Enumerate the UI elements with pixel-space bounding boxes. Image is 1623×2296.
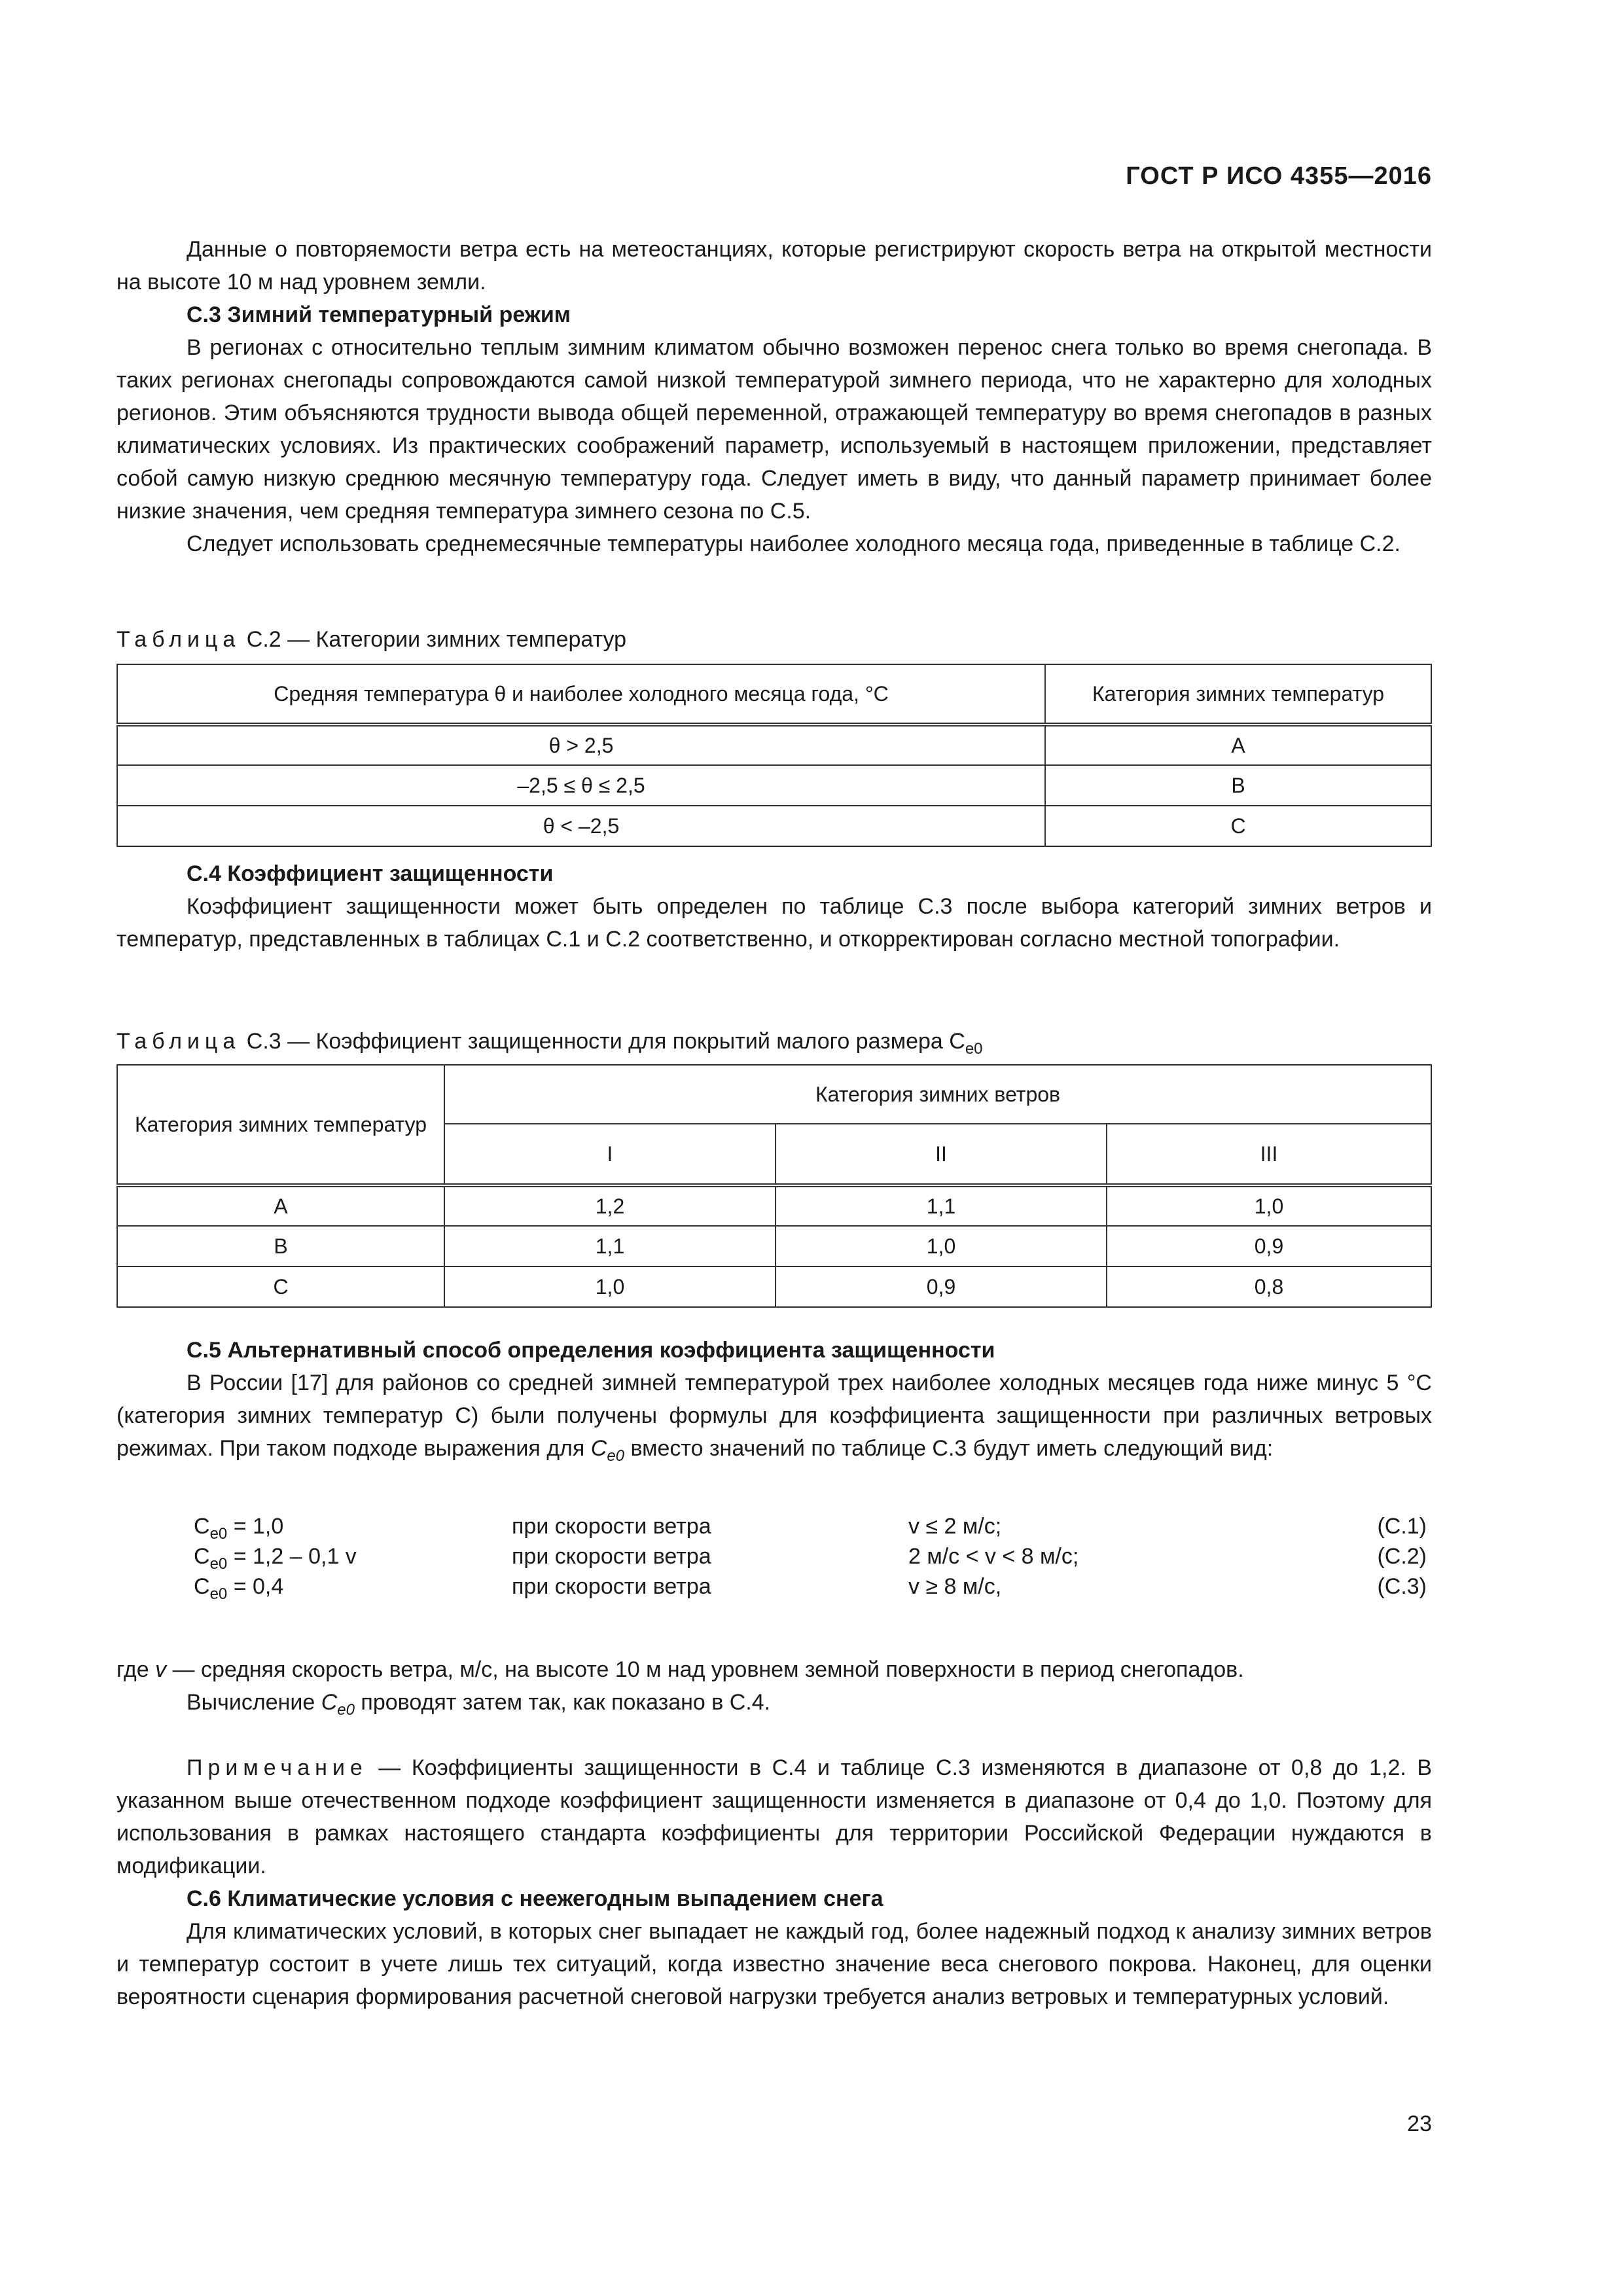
section-c6-heading: С.6 Климатические условия с неежегодным выпадением снега [187,1886,883,1911]
symbol-c: C [194,1514,210,1539]
note-label: Примечание [187,1755,368,1780]
document-code-header: ГОСТ Р ИСО 4355—2016 [1126,162,1432,190]
symbol-c: C [194,1574,210,1599]
section-c4-heading: С.4 Коэффициент защищенности [187,861,554,886]
table-c3-caption-subscript: e0 [965,1040,983,1058]
table-c3-cell: 1,1 [444,1226,776,1266]
section-c3 [116,298,1432,560]
table-c3-cell: 0,9 [776,1266,1107,1307]
table-c2-caption [116,623,1432,656]
table-c3-cell: C [117,1266,444,1307]
table-row [117,1266,1431,1307]
note-section [116,1751,1432,1882]
table-c2-cell: B [1045,765,1431,806]
section-c5-paragraph-part-2: вместо значений по таблице С.3 будут иметь следующий вид: [624,1436,1274,1461]
table-c3-header-wind-ii: II [776,1124,1107,1185]
table-c3 [116,1064,1432,1308]
section-c5-paragraph-part-1: В России [17] для районов со средней зимней температурой трех наиболее холодных месяцев года ниже минус 5 °С (категория зимних температур С) были получены формулы для коэффициента защищенности при различных ветровых режимах. При таком подходе выражения для [116,1371,1432,1461]
table-c3-caption-text: С.3 — Коэффициент защищенности для покрытий малого размера C [240,1029,965,1054]
table-c2-caption-text: С.2 — Категории зимних температур [240,627,627,652]
symbol-c: C [321,1690,338,1715]
formula-c1-expression: = 1,0 [233,1514,284,1539]
intro-paragraph: Данные о повторяемости ветра есть на метеостанциях, которые регистрируют скорость ветра на открытой местности на высоте 10 м над уровнем земли. [116,237,1432,295]
formula-c2-range: 2 м/с < v < 8 м/с; [908,1544,1079,1569]
table-row [117,725,1431,765]
formula-c1-number: (С.1) [1377,1514,1427,1539]
section-c5-paragraph [116,1367,1432,1473]
calc-prefix: Вычисление [187,1690,321,1715]
note-text: — Коэффициенты защищенности в С.4 и таблице С.3 изменяются в диапазоне от 0,8 до 1,2. В указанном выше отечественном подходе коэффициент защищенности изменяется в диапазоне от 0,4 до 1,0. Поэтому для использования в рамках настоящего стандарта коэффициенты для территории Российской Федерации нуждаются в модификации. [116,1755,1432,1878]
formula-c1-range: v ≤ 2 м/с; [908,1514,1002,1539]
formula-c3-condition: при скорости ветра [512,1574,711,1599]
calc-text: проводят затем так, как показано в С.4. [354,1690,771,1715]
table-c3-cell: 1,1 [776,1185,1107,1226]
section-c6 [116,1882,1432,2013]
table-c2-cell: θ > 2,5 [117,725,1045,765]
table-c2-caption-label: Таблица [116,627,241,652]
formula-c3-number: (С.3) [1377,1574,1427,1599]
intro-section [116,233,1432,298]
symbol-e0: e0 [607,1447,625,1465]
table-c3-cell: 1,0 [444,1266,776,1307]
table-c3-header-wind-i: I [444,1124,776,1185]
formula-c2-condition: при скорости ветра [512,1544,711,1569]
section-c5-where [116,1653,1432,1727]
symbol-e0: e0 [209,1585,228,1603]
table-c3-caption-label: Таблица [116,1029,241,1054]
table-row [117,806,1431,846]
note-paragraph [116,1751,1432,1882]
formula-c2-expression: = 1,2 – 0,1 v [233,1544,357,1569]
section-c5-heading: С.5 Альтернативный способ определения коэффициента защищенности [187,1338,995,1363]
symbol-c: C [194,1544,210,1569]
table-c2-header-category: Категория зимних температур [1045,664,1431,725]
table-c2-cell: C [1045,806,1431,846]
formula-c3-expression: = 0,4 [233,1574,284,1599]
where-text: — средняя скорость ветра, м/с, на высоте 10 м над уровнем земной поверхности в период снегопадов. [166,1657,1244,1682]
table-c3-cell: B [117,1226,444,1266]
table-c3-cell: 1,0 [1107,1185,1431,1226]
table-c2 [116,664,1432,847]
table-c3-cell: 1,2 [444,1185,776,1226]
table-c3-header-wind-category: Категория зимних ветров [444,1065,1431,1124]
section-c6-paragraph: Для климатических условий, в которых снег выпадает не каждый год, более надежный подход к анализу зимних ветров и температур состоит в учете лишь тех ситуаций, когда известно значение веса снегового покрова. Наконец, для оценки вероятности сценария формирования расчетной снеговой нагрузки требуется анализ ветровых и температурных условий. [116,1919,1432,2009]
table-c3-cell: A [117,1185,444,1226]
symbol-e0: e0 [209,1525,228,1543]
symbol-e0: e0 [337,1701,355,1719]
section-c3-heading: С.3 Зимний температурный режим [187,302,571,327]
table-c2-cell: –2,5 ≤ θ ≤ 2,5 [117,765,1045,806]
formula-c3-lhs [194,1572,283,1609]
calc-paragraph [116,1686,1432,1727]
where-prefix: где [116,1657,156,1682]
section-c4 [116,857,1432,956]
symbol-e0: e0 [209,1555,228,1573]
table-c3-cell: 0,8 [1107,1266,1431,1307]
formula-c3-range: v ≥ 8 м/с, [908,1574,1002,1599]
formula-c1-condition: при скорости ветра [512,1514,711,1539]
page-number: 23 [1407,2111,1432,2136]
table-c3-cell: 1,0 [776,1226,1107,1266]
section-c3-paragraph-2: Следует использовать среднемесячные температуры наиболее холодного месяца года, приведенные в таблице С.2. [187,531,1400,556]
table-row [117,1226,1431,1266]
table-row [117,1185,1431,1226]
formula-block [116,1512,1432,1610]
table-c2-header-temperature: Средняя температура θ и наиболее холодного месяца года, °С [117,664,1045,725]
table-c3-cell: 0,9 [1107,1226,1431,1266]
table-row [117,765,1431,806]
table-c2-cell: θ < –2,5 [117,806,1045,846]
formula-c2-number: (С.2) [1377,1544,1427,1569]
symbol-v: v [155,1657,167,1682]
section-c3-paragraph-1: В регионах с относительно теплым зимним климатом обычно возможен перенос снега только во время снегопада. В таких регионах снегопады сопровождаются самой низкой температурой зимнего периода, что не характерно для холодных регионов. Этим объясняются трудности вывода общей переменной, отражающей температуру во время снегопадов в разных климатических условиях. Из практических соображений параметр, используемый в настоящем приложении, представляет собой самую низкую среднюю месячную температуру года. Следует иметь в виду, что данный параметр принимает более низкие значения, чем средняя температура зимнего сезона по С.5. [116,335,1432,524]
section-c4-paragraph: Коэффициент защищенности может быть определен по таблице С.3 после выбора категорий зимних ветров и температур, представленных в таблицах С.1 и С.2 соответственно, и откорректирован согласно местной топографии. [116,894,1432,952]
where-paragraph [116,1653,1432,1686]
table-c3-header-wind-iii: III [1107,1124,1431,1185]
table-c3-header-temperature-category: Категория зимних температур [117,1065,444,1185]
table-c3-caption [116,1025,1432,1066]
symbol-c: C [590,1436,607,1461]
section-c5 [116,1334,1432,1473]
table-c2-cell: A [1045,725,1431,765]
